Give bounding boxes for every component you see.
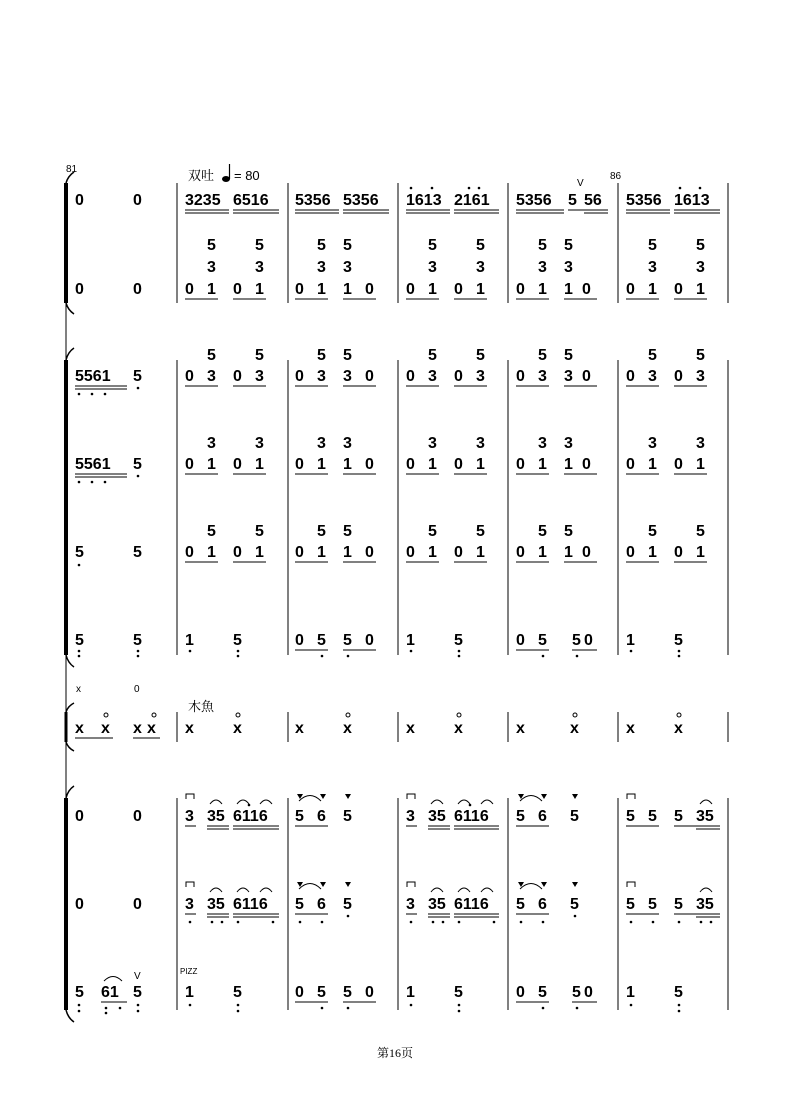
- chord-note: 3: [564, 435, 573, 452]
- note: 5: [233, 984, 242, 1001]
- note-group: 6116: [233, 896, 268, 913]
- note: 1: [406, 632, 415, 649]
- chord-note: 5: [343, 237, 352, 254]
- note: 5: [572, 632, 581, 649]
- note: 0: [454, 281, 463, 298]
- note-group: 1613: [406, 192, 442, 209]
- note: 1: [255, 544, 264, 561]
- note: 0: [233, 544, 242, 561]
- note: 0: [516, 544, 525, 561]
- note-group: 5: [626, 808, 635, 825]
- note: 3: [648, 368, 657, 385]
- note: 5: [538, 984, 547, 1001]
- measure-number-81: 81: [66, 164, 78, 175]
- note: 3: [343, 368, 352, 385]
- chord-note: 5: [428, 523, 437, 540]
- note: 1: [343, 544, 352, 561]
- note: 5: [343, 632, 352, 649]
- beat-x: x: [570, 720, 579, 737]
- note: 5: [674, 632, 683, 649]
- chord-note: 5: [696, 347, 705, 364]
- note-group: 6116: [454, 896, 489, 913]
- note-group: 6116: [454, 808, 489, 825]
- chord-note: 5: [255, 237, 264, 254]
- chord-note: 5: [207, 523, 216, 540]
- note: 1: [343, 281, 352, 298]
- note: 1: [343, 456, 352, 473]
- note: 0: [295, 281, 304, 298]
- note: 0: [233, 456, 242, 473]
- beat-x: x: [75, 720, 84, 737]
- note: 0: [233, 368, 242, 385]
- chord-note: 5: [564, 237, 573, 254]
- chord-note: 5: [428, 347, 437, 364]
- note: 3: [696, 368, 705, 385]
- note: 1: [185, 632, 194, 649]
- note: 1: [185, 984, 194, 1001]
- chord-note: 5: [317, 347, 326, 364]
- note: 1: [564, 544, 573, 561]
- tempo-text: 双吐: [188, 168, 215, 183]
- note: 1: [476, 544, 485, 561]
- note: 0: [406, 281, 415, 298]
- chord-note: 3: [476, 259, 485, 276]
- note: 0: [516, 281, 525, 298]
- note: 0: [582, 544, 591, 561]
- note-group: 0: [133, 808, 142, 825]
- page-number: 第16页: [376, 1046, 413, 1060]
- measure-number-86: 86: [610, 171, 622, 182]
- note-group: 6: [538, 896, 547, 913]
- chord-note: 5: [207, 347, 216, 364]
- note: 5: [133, 984, 142, 1001]
- beat-x: x: [626, 720, 635, 737]
- chord-note: 5: [255, 347, 264, 364]
- note: 1: [476, 281, 485, 298]
- note-group: 5: [674, 808, 683, 825]
- note: 1: [428, 456, 437, 473]
- chord-note: 5: [207, 237, 216, 254]
- note: 0: [626, 456, 635, 473]
- pizz-label: PIZZ: [180, 967, 198, 976]
- note: 1: [538, 456, 547, 473]
- note-group: 5: [648, 808, 657, 825]
- note: 3: [255, 368, 264, 385]
- note-group: 5: [75, 544, 84, 561]
- note-group: 5356: [343, 192, 379, 209]
- chord-note: 3: [207, 435, 216, 452]
- chord-note: 5: [255, 523, 264, 540]
- note: 0: [185, 281, 194, 298]
- note-group: 5: [295, 896, 304, 913]
- note: 0: [582, 368, 591, 385]
- note: 0: [516, 368, 525, 385]
- note: 0: [295, 632, 304, 649]
- chord-note: 3: [343, 435, 352, 452]
- beat-x: x: [295, 720, 304, 737]
- note-group: 5: [343, 808, 352, 825]
- chord-note: 3: [476, 435, 485, 452]
- chord-note: 5: [648, 347, 657, 364]
- note: 3: [564, 368, 573, 385]
- note: 0: [185, 544, 194, 561]
- note-group: 5561: [75, 368, 111, 385]
- note: 0: [406, 456, 415, 473]
- note-group: 6116: [233, 808, 268, 825]
- chord-note: 3: [317, 259, 326, 276]
- chord-note: 3: [538, 259, 547, 276]
- note-group: 5: [570, 896, 579, 913]
- note: 3: [476, 368, 485, 385]
- chord-note: 5: [648, 523, 657, 540]
- note: 0: [406, 544, 415, 561]
- staff-6: [75, 632, 683, 657]
- note: 0: [516, 632, 525, 649]
- note-group: 0: [75, 192, 84, 209]
- note-group: 5: [648, 896, 657, 913]
- note: 0: [295, 984, 304, 1001]
- note: 0: [516, 984, 525, 1001]
- note: 1: [317, 544, 326, 561]
- note: 1: [564, 281, 573, 298]
- note: 0: [365, 456, 374, 473]
- note-group: 1613: [674, 192, 710, 209]
- chord-note: 5: [476, 237, 485, 254]
- note: 1: [626, 632, 635, 649]
- staff-4: [75, 435, 707, 483]
- beat-x: x: [516, 720, 525, 737]
- chord-note: 5: [564, 347, 573, 364]
- staff-2: [75, 237, 707, 299]
- note-group: 35: [696, 808, 714, 825]
- note-group: 35: [207, 896, 225, 913]
- note-group: 0: [75, 281, 84, 298]
- note: 3: [428, 368, 437, 385]
- note-group: 5356: [516, 192, 552, 209]
- note: 1: [476, 456, 485, 473]
- note: 0: [185, 456, 194, 473]
- system-brackets: [66, 172, 74, 1022]
- chord-note: 5: [428, 237, 437, 254]
- note-group: 3: [406, 896, 415, 913]
- beat-x: x: [406, 720, 415, 737]
- chord-note: 3: [428, 435, 437, 452]
- note: 0: [295, 544, 304, 561]
- chord-note: 3: [343, 259, 352, 276]
- note: 1: [648, 281, 657, 298]
- beat-x: x: [454, 720, 463, 737]
- note: 1: [207, 456, 216, 473]
- percussion-label: 木魚: [188, 699, 215, 714]
- note: 3: [538, 368, 547, 385]
- beat-x: x: [147, 720, 156, 737]
- note-group: 0: [75, 808, 84, 825]
- note-group: 5: [295, 808, 304, 825]
- note: 61: [101, 984, 119, 1001]
- chord-note: 5: [648, 237, 657, 254]
- percussion-rest-mark: 0: [134, 684, 140, 695]
- note-group: 3: [406, 808, 415, 825]
- up-bow-mark: V: [577, 178, 584, 189]
- note-group: 35: [696, 896, 714, 913]
- note-group: 5: [133, 368, 142, 385]
- chord-note: 5: [476, 523, 485, 540]
- chord-note: 5: [476, 347, 485, 364]
- note-group: 0: [75, 896, 84, 913]
- note: 3: [317, 368, 326, 385]
- note: 1: [696, 281, 705, 298]
- chord-note: 5: [317, 237, 326, 254]
- note: 0: [233, 281, 242, 298]
- note-group: 3235: [185, 192, 221, 209]
- note: 0: [626, 281, 635, 298]
- note: 0: [295, 368, 304, 385]
- note: 0: [406, 368, 415, 385]
- note: 1: [317, 456, 326, 473]
- chord-note: 3: [648, 259, 657, 276]
- note-group: 35: [207, 808, 225, 825]
- note: 1: [207, 281, 216, 298]
- note: 5: [674, 984, 683, 1001]
- note-group: 6: [317, 808, 326, 825]
- note-group: 5: [516, 808, 525, 825]
- beat-x: x: [233, 720, 242, 737]
- note: 1: [255, 281, 264, 298]
- beat-x: x: [185, 720, 194, 737]
- note: 0: [674, 456, 683, 473]
- note-group: 35: [428, 896, 446, 913]
- note: 1: [626, 984, 635, 1001]
- beat-x: x: [343, 720, 352, 737]
- note: 0: [674, 368, 683, 385]
- note: 1: [406, 984, 415, 1001]
- chord-note: 5: [696, 523, 705, 540]
- chord-note: 5: [538, 237, 547, 254]
- note-group: 2161: [454, 192, 490, 209]
- note-group: 5: [516, 896, 525, 913]
- note: 0: [584, 984, 593, 1001]
- chord-note: 3: [255, 259, 264, 276]
- chord-note: 5: [343, 523, 352, 540]
- note: 5: [572, 984, 581, 1001]
- note: 0: [365, 368, 374, 385]
- note: 1: [648, 544, 657, 561]
- note: 0: [365, 544, 374, 561]
- chord-note: 3: [317, 435, 326, 452]
- note-group: 5: [568, 192, 577, 209]
- note-group: 5: [343, 896, 352, 913]
- chord-note: 5: [343, 347, 352, 364]
- note-group: 5356: [626, 192, 662, 209]
- note-group: 35: [428, 808, 446, 825]
- note: 0: [365, 281, 374, 298]
- note: 5: [317, 984, 326, 1001]
- note: 0: [582, 456, 591, 473]
- note-group: 5: [674, 896, 683, 913]
- note-group: 0: [133, 281, 142, 298]
- chord-note: 3: [538, 435, 547, 452]
- note: 5: [233, 632, 242, 649]
- note-group: 0: [133, 896, 142, 913]
- note: 1: [255, 456, 264, 473]
- note-group: 5: [570, 808, 579, 825]
- note: 0: [185, 368, 194, 385]
- chord-note: 3: [207, 259, 216, 276]
- percussion-x-mark: x: [76, 684, 81, 695]
- note-group: 5561: [75, 456, 111, 473]
- note: 5: [538, 632, 547, 649]
- chord-note: 3: [255, 435, 264, 452]
- note: 0: [454, 368, 463, 385]
- beat-x: x: [101, 720, 110, 737]
- beat-x: x: [133, 720, 142, 737]
- note: 1: [207, 544, 216, 561]
- note: 5: [75, 984, 84, 1001]
- note: 5: [133, 632, 142, 649]
- note: 3: [207, 368, 216, 385]
- beat-x: x: [674, 720, 683, 737]
- bar-lines: [177, 183, 728, 1010]
- tempo-value: = 80: [234, 168, 260, 183]
- note: 1: [696, 544, 705, 561]
- note: 1: [696, 456, 705, 473]
- staff-7-percussion: [75, 713, 683, 738]
- chord-note: 3: [648, 435, 657, 452]
- chord-note: 5: [696, 237, 705, 254]
- note: 0: [582, 281, 591, 298]
- note-group: 56: [584, 192, 602, 209]
- note: 0: [295, 456, 304, 473]
- note: 0: [584, 632, 593, 649]
- chord-note: 5: [564, 523, 573, 540]
- note: 1: [317, 281, 326, 298]
- note: 0: [674, 544, 683, 561]
- staff-3: [75, 347, 707, 395]
- note: 1: [648, 456, 657, 473]
- note: 5: [454, 984, 463, 1001]
- note: 0: [454, 544, 463, 561]
- chord-note: 3: [428, 259, 437, 276]
- chord-note: 5: [317, 523, 326, 540]
- note-group: 6: [317, 896, 326, 913]
- note: 1: [428, 544, 437, 561]
- chord-note: 3: [696, 435, 705, 452]
- chord-note: 3: [696, 259, 705, 276]
- note: 0: [626, 368, 635, 385]
- note: 0: [674, 281, 683, 298]
- note-group: 5: [626, 896, 635, 913]
- note: 5: [317, 632, 326, 649]
- staff-10: [75, 977, 683, 1015]
- note-group: 5356: [295, 192, 331, 209]
- chord-note: 3: [564, 259, 573, 276]
- note: 0: [365, 984, 374, 1001]
- note: 5: [75, 632, 84, 649]
- note-group: 5: [133, 456, 142, 473]
- quarter-note-icon: [222, 164, 230, 182]
- note: 5: [343, 984, 352, 1001]
- note: 5: [454, 632, 463, 649]
- note-group: 6516: [233, 192, 269, 209]
- note: 0: [626, 544, 635, 561]
- note-group: 3: [185, 896, 194, 913]
- chord-note: 5: [538, 347, 547, 364]
- note: 1: [538, 544, 547, 561]
- note: 0: [365, 632, 374, 649]
- note: 1: [428, 281, 437, 298]
- note-group: 3: [185, 808, 194, 825]
- note-group: 5: [133, 544, 142, 561]
- note: 1: [538, 281, 547, 298]
- note: 0: [454, 456, 463, 473]
- chord-note: 5: [538, 523, 547, 540]
- note-group: 6: [538, 808, 547, 825]
- note-group: 0: [133, 192, 142, 209]
- staff-5: [75, 523, 707, 566]
- note: 1: [564, 456, 573, 473]
- up-bow-mark-2: V: [134, 971, 141, 982]
- note: 0: [516, 456, 525, 473]
